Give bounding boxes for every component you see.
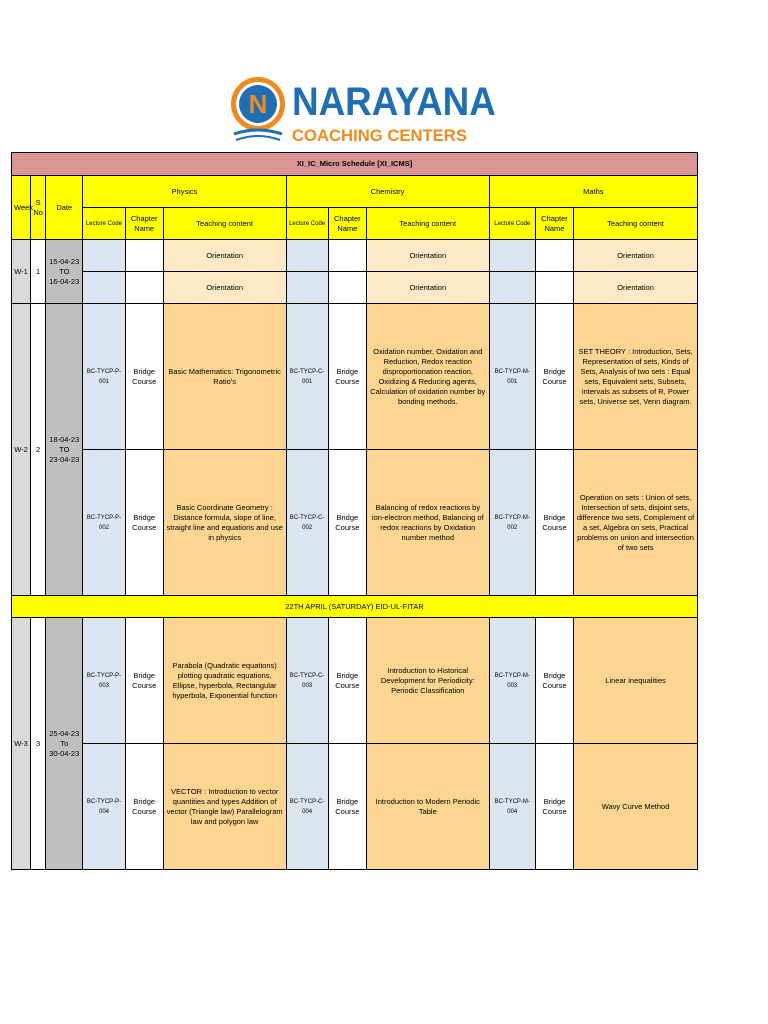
maths-lecture-code bbox=[489, 240, 535, 272]
maths-chapter-name bbox=[535, 240, 573, 272]
maths-lecture-code: BC-TYCP-M-003 bbox=[489, 618, 535, 744]
teaching-content-header: Teaching content bbox=[163, 208, 286, 240]
lecture-code-header: Lecture Code bbox=[83, 208, 125, 240]
schedule-row bbox=[12, 304, 698, 450]
micro-schedule-table bbox=[11, 152, 698, 870]
maths-chapter-name: Bridge Course bbox=[535, 450, 573, 596]
logo-emblem-icon bbox=[228, 68, 288, 148]
chemistry-lecture-code: BC-TYCP-C-003 bbox=[286, 618, 328, 744]
physics-lecture-code: BC-TYCP-P-004 bbox=[83, 744, 125, 870]
teaching-content-header: Teaching content bbox=[366, 208, 489, 240]
schedule-row bbox=[12, 744, 698, 870]
physics-chapter-name: Bridge Course bbox=[125, 450, 163, 596]
chemistry-teaching-content: Introduction to Modern Periodic Table bbox=[366, 744, 489, 870]
teaching-content-header: Teaching content bbox=[574, 208, 698, 240]
maths-chapter-name: Bridge Course bbox=[535, 304, 573, 450]
physics-teaching-content: VECTOR : Introduction to vector quantities and types Addition of vector (Triangle law) Parallelogram law and polygon law bbox=[163, 744, 286, 870]
physics-chapter-name bbox=[125, 272, 163, 304]
chemistry-lecture-code: BC-TYCP-C-001 bbox=[286, 304, 328, 450]
svg-text:N: N bbox=[248, 89, 268, 119]
date-cell: 15-04-23 TO 16-04-23 bbox=[46, 240, 83, 304]
maths-lecture-code bbox=[489, 272, 535, 304]
week-cell: W-3 bbox=[12, 618, 31, 870]
chemistry-teaching-content: Introduction to Historical Development for Periodicity: Periodic Classification bbox=[366, 618, 489, 744]
physics-teaching-content: Basic Mathematics: Trigonometric Ratio's bbox=[163, 304, 286, 450]
physics-teaching-content: Parabola (Quadratic equations) plotting quadratic equations, Ellipse, hyperbola, Rectangular hyperbola, Exponential function bbox=[163, 618, 286, 744]
physics-lecture-code bbox=[83, 240, 125, 272]
physics-chapter-name: Bridge Course bbox=[125, 618, 163, 744]
chemistry-lecture-code: BC-TYCP-C-002 bbox=[286, 450, 328, 596]
physics-chapter-name: Bridge Course bbox=[125, 304, 163, 450]
maths-lecture-code: BC-TYCP-M-004 bbox=[489, 744, 535, 870]
maths-chapter-name: Bridge Course bbox=[535, 618, 573, 744]
week-header: Week bbox=[12, 176, 31, 240]
chapter-name-header: Chapter Name bbox=[125, 208, 163, 240]
sno-cell: 3 bbox=[31, 618, 46, 870]
date-cell: 18-04-23 TO 23-04-23 bbox=[46, 304, 83, 596]
brand-name: NARAYANA bbox=[292, 80, 496, 124]
holiday-row bbox=[12, 596, 698, 618]
schedule-row bbox=[12, 618, 698, 744]
physics-header: Physics bbox=[83, 176, 286, 208]
maths-teaching-content: Operation on sets : Union of sets, Intersection of sets, disjoint sets, difference two sets, Complement of a set, Algebra on sets, Practical problems on union and intersection of two sets bbox=[574, 450, 698, 596]
physics-lecture-code bbox=[83, 272, 125, 304]
schedule-row bbox=[12, 240, 698, 272]
sno-cell: 2 bbox=[31, 304, 46, 596]
physics-lecture-code: BC-TYCP-P-001 bbox=[83, 304, 125, 450]
maths-header: Maths bbox=[489, 176, 697, 208]
physics-chapter-name bbox=[125, 240, 163, 272]
chemistry-header: Chemistry bbox=[286, 176, 489, 208]
physics-teaching-content: Orientation bbox=[163, 272, 286, 304]
maths-lecture-code: BC-TYCP-M-001 bbox=[489, 304, 535, 450]
week-cell: W-1 bbox=[12, 240, 31, 304]
narayana-logo bbox=[226, 68, 496, 152]
sno-header: S No bbox=[31, 176, 46, 240]
physics-lecture-code: BC-TYCP-P-003 bbox=[83, 618, 125, 744]
chemistry-chapter-name: Bridge Course bbox=[328, 450, 366, 596]
maths-teaching-content: Linear inequalities bbox=[574, 618, 698, 744]
chapter-name-header: Chapter Name bbox=[328, 208, 366, 240]
week-cell: W-2 bbox=[12, 304, 31, 596]
date-header: Date bbox=[46, 176, 83, 240]
date-cell: 25-04-23 To 30-04-23 bbox=[46, 618, 83, 870]
maths-lecture-code: BC-TYCP-M-002 bbox=[489, 450, 535, 596]
maths-teaching-content: Orientation bbox=[574, 240, 698, 272]
chemistry-lecture-code: BC-TYCP-C-004 bbox=[286, 744, 328, 870]
chapter-name-header: Chapter Name bbox=[535, 208, 573, 240]
maths-teaching-content: Wavy Curve Method bbox=[574, 744, 698, 870]
schedule-row bbox=[12, 450, 698, 596]
chemistry-chapter-name: Bridge Course bbox=[328, 744, 366, 870]
sno-cell: 1 bbox=[31, 240, 46, 304]
lecture-code-header: Lecture Code bbox=[489, 208, 535, 240]
schedule-title: XI_IC_Micro Schedule [XI_ICMS] bbox=[12, 153, 698, 176]
chemistry-chapter-name bbox=[328, 240, 366, 272]
chemistry-lecture-code bbox=[286, 240, 328, 272]
maths-chapter-name bbox=[535, 272, 573, 304]
maths-chapter-name: Bridge Course bbox=[535, 744, 573, 870]
chemistry-chapter-name bbox=[328, 272, 366, 304]
chemistry-teaching-content: Balancing of redox reactions by ion-electron method, Balancing of redox reactions by Oxidation number method bbox=[366, 450, 489, 596]
chemistry-chapter-name: Bridge Course bbox=[328, 618, 366, 744]
schedule-row bbox=[12, 272, 698, 304]
physics-teaching-content: Orientation bbox=[163, 240, 286, 272]
maths-teaching-content: SET THEORY : Introduction, Sets, Representation of sets, Kinds of Sets, Analysis of two sets : Equal sets, Equivalent sets, Subsets, intervals as subsets of R, Power sets, Universe set, Venn diagram. bbox=[574, 304, 698, 450]
lecture-code-header: Lecture Code bbox=[286, 208, 328, 240]
chemistry-teaching-content: Orientation bbox=[366, 240, 489, 272]
chemistry-lecture-code bbox=[286, 272, 328, 304]
physics-lecture-code: BC-TYCP-P-002 bbox=[83, 450, 125, 596]
chemistry-teaching-content: Oxidation number, Oxidation and Reduction, Redox reaction disproportionation reaction, Oxidizing & Reducing agents, Calculation of oxidation number by bonding methods. bbox=[366, 304, 489, 450]
physics-chapter-name: Bridge Course bbox=[125, 744, 163, 870]
holiday-label: 22TH APRIL (SATURDAY) EID-UL-FITAR bbox=[12, 596, 698, 618]
chemistry-teaching-content: Orientation bbox=[366, 272, 489, 304]
maths-teaching-content: Orientation bbox=[574, 272, 698, 304]
physics-teaching-content: Basic Coordinate Geometry : Distance formula, slope of line, straight line and equations and use in physics bbox=[163, 450, 286, 596]
chemistry-chapter-name: Bridge Course bbox=[328, 304, 366, 450]
brand-subtitle: COACHING CENTERS bbox=[292, 126, 467, 145]
